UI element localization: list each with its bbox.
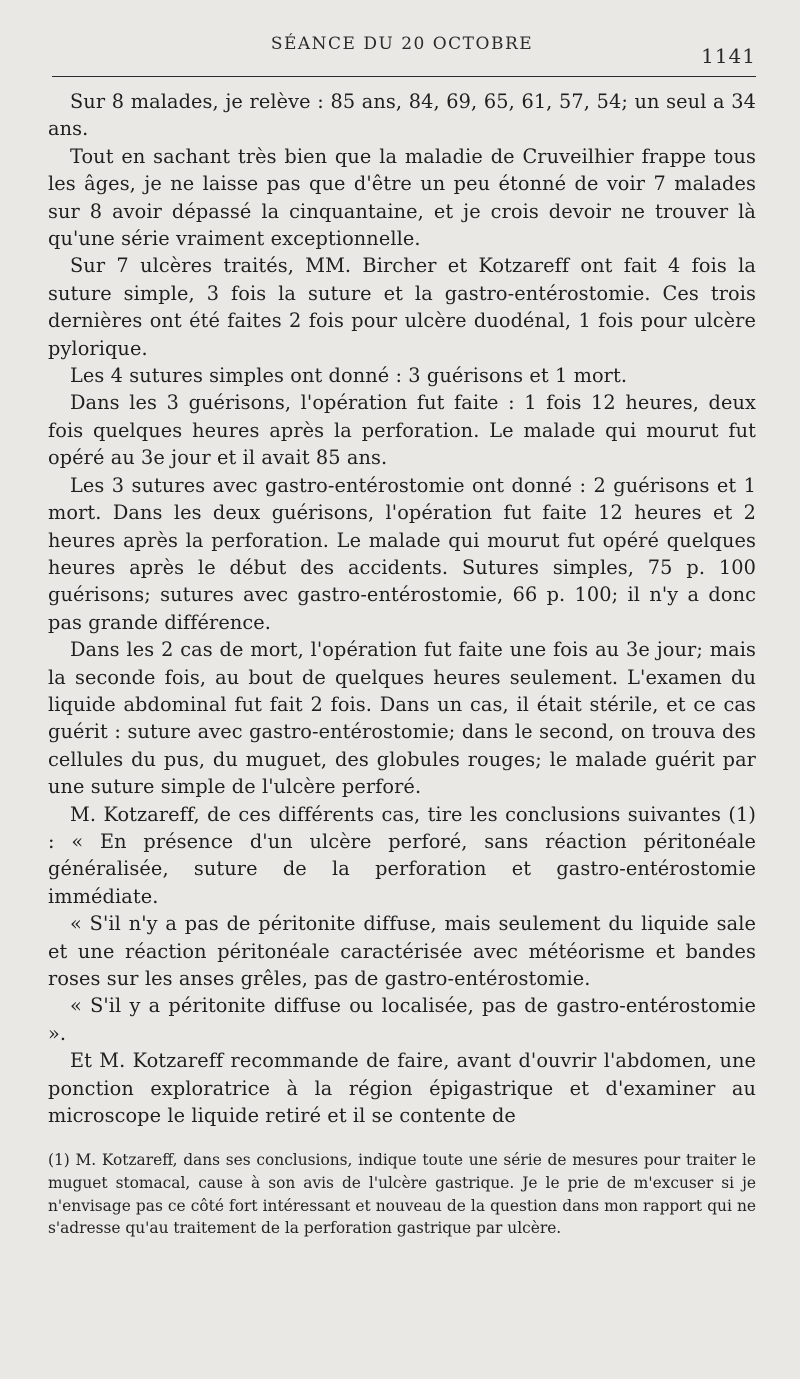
paragraph: Dans les 3 guérisons, l'opération fut faite : 1 fois 12 heures, deux fois quelques heures après la perforation. Le malade qui mourut fut opéré au 3e jour et il avait 85 ans.: [48, 391, 756, 470]
paragraph: Et M. Kotzareff recommande de faire, avant d'ouvrir l'abdomen, une ponction exploratrice à la région épigastrique et d'examiner au microscope le liquide retiré et il se contente de: [48, 1049, 756, 1128]
header-rule: [52, 76, 756, 77]
paragraph: M. Kotzareff, de ces différents cas, tire les conclusions suivantes (1) : « En présence d'un ulcère perforé, sans réaction péritonéale généralisée, suture de la perforation et gastro-entérostomie immédiate.: [48, 802, 756, 908]
body-text: [48, 88, 756, 1129]
paragraph: Dans les 2 cas de mort, l'opération fut faite une fois au 3e jour; mais la seconde fois, au bout de quelques heures seulement. L'examen du liquide abdominal fut fait 2 fois. Dans un cas, il était stérile, et ce cas guérit : suture avec gastro-entérostomie; dans le second, on trouva des cellules du pus, du muguet, des globules rouges; le malade guérit par une suture simple de l'ulcère perforé.: [48, 638, 756, 799]
paragraph: Sur 8 malades, je relève : 85 ans, 84, 69, 65, 61, 57, 54; un seul a 34 ans.: [48, 90, 756, 141]
footnote: [48, 1149, 756, 1239]
paragraph: Les 3 sutures avec gastro-entérostomie ont donné : 2 guérisons et 1 mort. Dans les deux guérisons, l'opération fut faite 12 heures et 2 heures après la perforation. Le malade qui mourut fut opéré quelques heures après le début des accidents. Sutures simples, 75 p. 100 guérisons; sutures avec gastro-entérostomie, 66 p. 100; il n'y a donc pas grande différence.: [48, 473, 756, 634]
page-number: 1141: [701, 44, 756, 68]
paragraph: « S'il n'y a pas de péritonite diffuse, mais seulement du liquide sale et une réaction péritonéale caractérisée avec météorisme et bandes roses sur les anses grêles, pas de gastro-entérostomie.: [48, 912, 756, 990]
paragraph: Les 4 sutures simples ont donné : 3 guérisons et 1 mort.: [70, 364, 628, 388]
paragraph: « S'il y a péritonite diffuse ou localisée, pas de gastro-entérostomie ».: [48, 994, 756, 1045]
paragraph: Tout en sachant très bien que la maladie de Cruveilhier frappe tous les âges, je ne laisse pas que d'être un peu étonné de voir 7 malades sur 8 avoir dépassé la cinquantaine, et je crois devoir ne trouver là qu'une série vraiment exceptionnelle.: [48, 144, 756, 251]
footnote-text: (1) M. Kotzareff, dans ses conclusions, indique toute une série de mesures pour traiter le muguet stomacal, cause à son avis de l'ulcère gastrique. Je le prie de m'excuser si je n'envisage pas ce côté fort intéressant et nouveau de la question dans mon rapport qui ne s'adresse qu'au traitement de la perforation gastrique par ulcère.: [48, 1151, 756, 1238]
page-header: [48, 0, 756, 88]
running-head: SÉANCE DU 20 OCTOBRE: [270, 34, 534, 54]
paragraph: Sur 7 ulcères traités, MM. Bircher et Kotzareff ont fait 4 fois la suture simple, 3 fois la suture et la gastro-entérostomie. Ces trois dernières ont été faites 2 fois pour ulcère duodénal, 1 fois pour ulcère pylorique.: [48, 254, 756, 360]
